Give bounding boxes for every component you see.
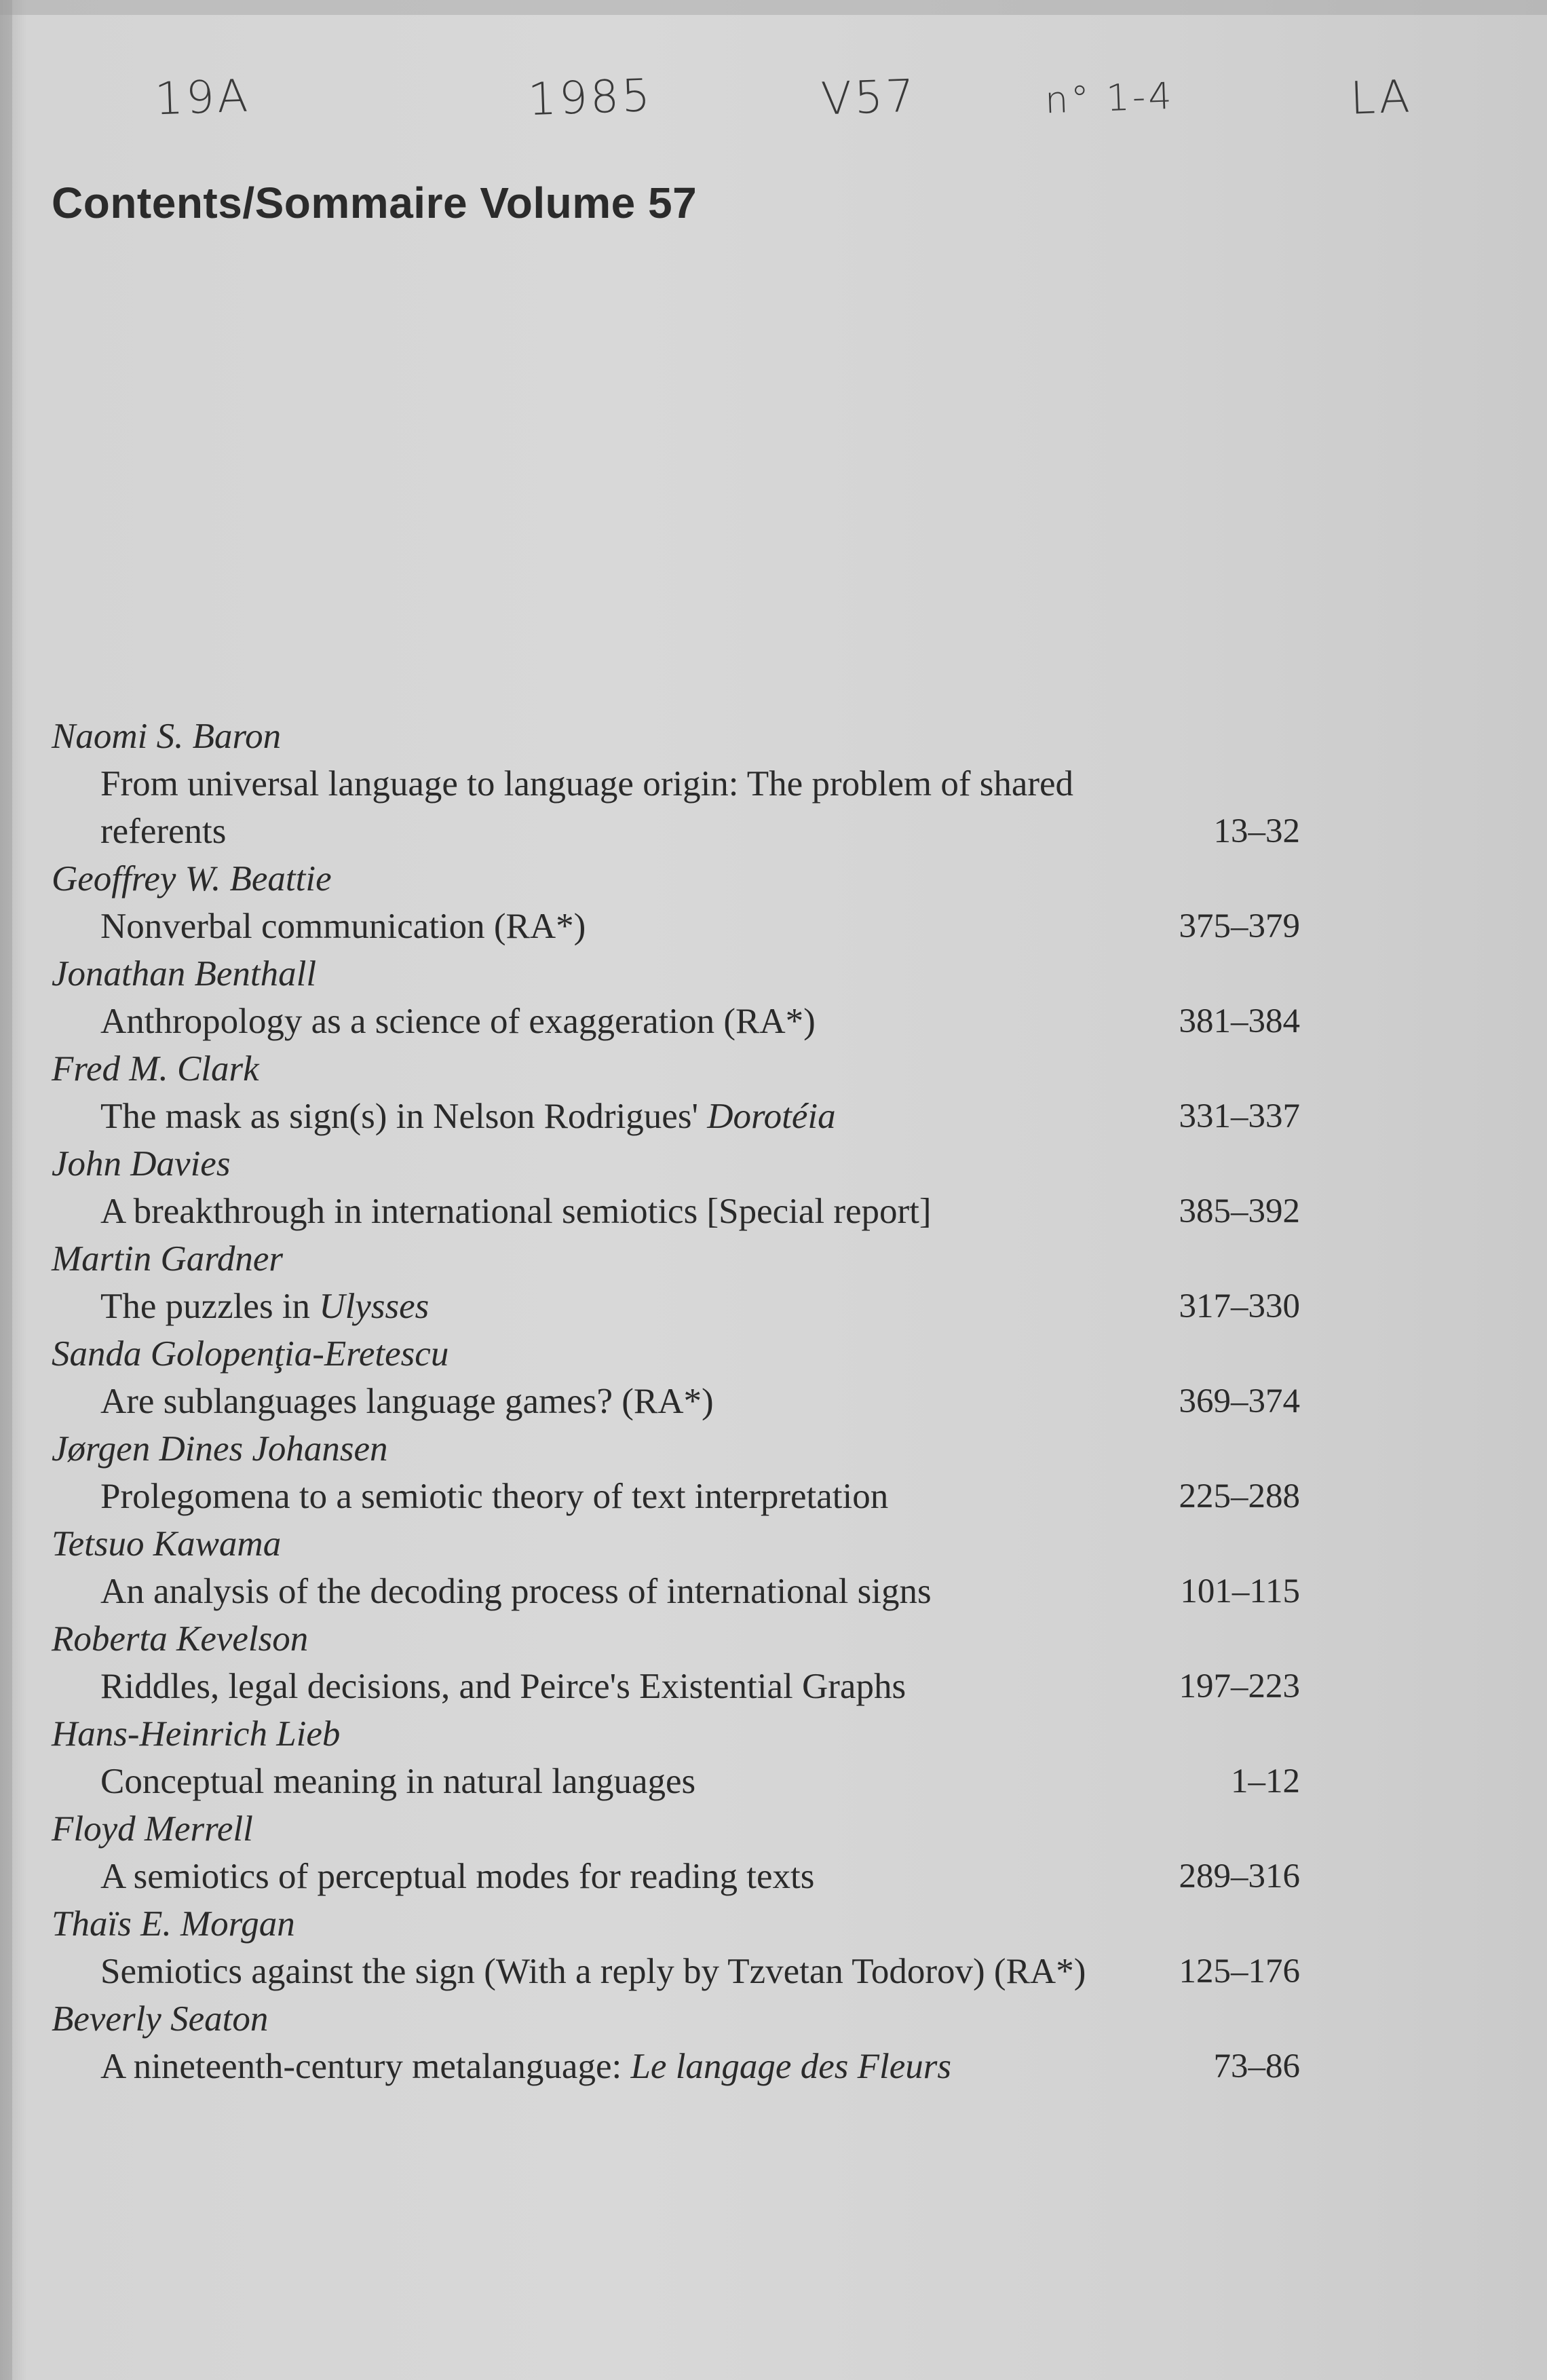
entry-row bbox=[52, 1283, 1300, 1330]
entry-title bbox=[100, 998, 1151, 1045]
entry-pages: 197–223 bbox=[1179, 1667, 1300, 1705]
contents-entry bbox=[52, 950, 1300, 1045]
entry-row bbox=[52, 1948, 1300, 1995]
entry-author: Hans-Heinrich Lieb bbox=[52, 1714, 341, 1754]
entry-title bbox=[100, 903, 1151, 950]
entry-author: Floyd Merrell bbox=[52, 1809, 253, 1849]
entry-row bbox=[52, 1758, 1300, 1805]
entry-title-text: The puzzles in bbox=[100, 1287, 320, 1326]
entry-title bbox=[100, 1853, 1151, 1900]
entry-author: Fred M. Clark bbox=[52, 1049, 259, 1089]
entry-row bbox=[52, 1853, 1300, 1900]
entry-pages: 225–288 bbox=[1179, 1477, 1300, 1515]
contents-entry bbox=[52, 855, 1300, 950]
entry-title bbox=[100, 1283, 1151, 1330]
entry-author: Thaïs E. Morgan bbox=[52, 1904, 295, 1944]
entry-row bbox=[52, 998, 1300, 1045]
entry-pages: 125–176 bbox=[1179, 1952, 1300, 1990]
handwritten-note: 19A bbox=[153, 69, 252, 126]
entry-pages: 13–32 bbox=[1213, 812, 1300, 850]
page-title: Contents/Sommaire Volume 57 bbox=[52, 178, 698, 227]
entry-title-text: A nineteenth-century metalanguage: bbox=[100, 2047, 631, 2086]
entry-row bbox=[52, 903, 1300, 950]
entry-pages: 1–12 bbox=[1231, 1762, 1300, 1800]
entry-title-text: Prolegomena to a semiotic theory of text interpretation bbox=[100, 1477, 889, 1516]
entry-pages: 73–86 bbox=[1213, 2047, 1300, 2085]
entry-row bbox=[52, 760, 1300, 855]
handwritten-note: V57 bbox=[820, 69, 918, 126]
contents-list bbox=[52, 713, 1300, 2090]
entry-pages: 331–337 bbox=[1179, 1097, 1300, 1135]
entry-title bbox=[100, 1473, 1151, 1520]
contents-entry bbox=[52, 1900, 1300, 1995]
contents-entry bbox=[52, 1330, 1300, 1425]
entry-title bbox=[100, 1188, 1151, 1235]
entry-author: Martin Gardner bbox=[52, 1239, 284, 1279]
contents-entry bbox=[52, 1805, 1300, 1900]
entry-author: Naomi S. Baron bbox=[52, 717, 282, 756]
entry-title-text: Nonverbal communication (RA*) bbox=[100, 907, 586, 946]
entry-pages: 101–115 bbox=[1180, 1572, 1300, 1610]
entry-author: Jonathan Benthall bbox=[52, 954, 317, 994]
entry-author: Jørgen Dines Johansen bbox=[52, 1429, 388, 1469]
entry-title bbox=[100, 1093, 1151, 1140]
entry-title-italic: Ulysses bbox=[319, 1287, 429, 1326]
entry-pages: 317–330 bbox=[1179, 1287, 1300, 1325]
handwritten-note: n° 1-4 bbox=[1044, 74, 1175, 122]
contents-entry bbox=[52, 1520, 1300, 1615]
entry-author: John Davies bbox=[52, 1144, 231, 1184]
entry-title-text: Anthropology as a science of exaggeration (RA*) bbox=[100, 1002, 816, 1041]
entry-author: Sanda Golopenţia-Eretescu bbox=[52, 1334, 449, 1374]
entry-title bbox=[100, 1948, 1151, 1995]
contents-entry bbox=[52, 1235, 1300, 1330]
entry-title-text: Conceptual meaning in natural languages bbox=[100, 1762, 696, 1801]
entry-title bbox=[100, 1663, 1151, 1710]
entry-title-text: Semiotics against the sign (With a reply by Tzvetan Todorov) (RA*) bbox=[100, 1952, 1086, 1991]
entry-row bbox=[52, 1378, 1300, 1425]
page-top-shadow bbox=[0, 0, 1547, 15]
handwritten-shelfmark bbox=[0, 71, 1547, 146]
entry-author: Beverly Seaton bbox=[52, 1999, 269, 2039]
contents-entry bbox=[52, 1995, 1300, 2090]
entry-row bbox=[52, 1093, 1300, 1140]
entry-row bbox=[52, 1188, 1300, 1235]
entry-title bbox=[100, 1378, 1151, 1425]
entry-title-text: Are sublanguages language games? (RA*) bbox=[100, 1382, 714, 1421]
entry-title-text: Riddles, legal decisions, and Peirce's Existential Graphs bbox=[100, 1667, 906, 1706]
entry-title-italic: Le langage des Fleurs bbox=[630, 2047, 951, 2086]
handwritten-note: LA bbox=[1349, 70, 1413, 125]
contents-entry bbox=[52, 713, 1300, 855]
entry-title bbox=[100, 1758, 1151, 1805]
entry-row bbox=[52, 2043, 1300, 2090]
entry-title-text: The mask as sign(s) in Nelson Rodrigues' bbox=[100, 1097, 708, 1136]
entry-pages: 289–316 bbox=[1179, 1857, 1300, 1895]
entry-row bbox=[52, 1568, 1300, 1615]
entry-row bbox=[52, 1663, 1300, 1710]
contents-entry bbox=[52, 1615, 1300, 1710]
entry-title bbox=[100, 1568, 1151, 1615]
contents-entry bbox=[52, 1140, 1300, 1235]
entry-title-text: A breakthrough in international semiotics [Special report] bbox=[100, 1192, 932, 1231]
entry-pages: 381–384 bbox=[1179, 1002, 1300, 1040]
entry-pages: 369–374 bbox=[1179, 1382, 1300, 1420]
entry-title-text: From universal language to language origin: The problem of shared referents bbox=[100, 764, 1074, 851]
entry-title bbox=[100, 760, 1151, 855]
entry-author: Roberta Kevelson bbox=[52, 1619, 309, 1659]
contents-entry bbox=[52, 1045, 1300, 1140]
entry-row bbox=[52, 1473, 1300, 1520]
entry-author: Geoffrey W. Beattie bbox=[52, 859, 332, 899]
contents-entry bbox=[52, 1710, 1300, 1805]
entry-title-italic: Dorotéia bbox=[707, 1097, 836, 1136]
handwritten-note: 1985 bbox=[527, 69, 654, 126]
entry-title bbox=[100, 2043, 1151, 2090]
entry-pages: 375–379 bbox=[1179, 907, 1300, 945]
entry-title-text: A semiotics of perceptual modes for reading texts bbox=[100, 1857, 815, 1896]
page-edge-shadow bbox=[0, 0, 12, 2380]
contents-entry bbox=[52, 1425, 1300, 1520]
entry-pages: 385–392 bbox=[1179, 1192, 1300, 1230]
entry-author: Tetsuo Kawama bbox=[52, 1524, 282, 1564]
entry-title-text: An analysis of the decoding process of international signs bbox=[100, 1572, 932, 1611]
